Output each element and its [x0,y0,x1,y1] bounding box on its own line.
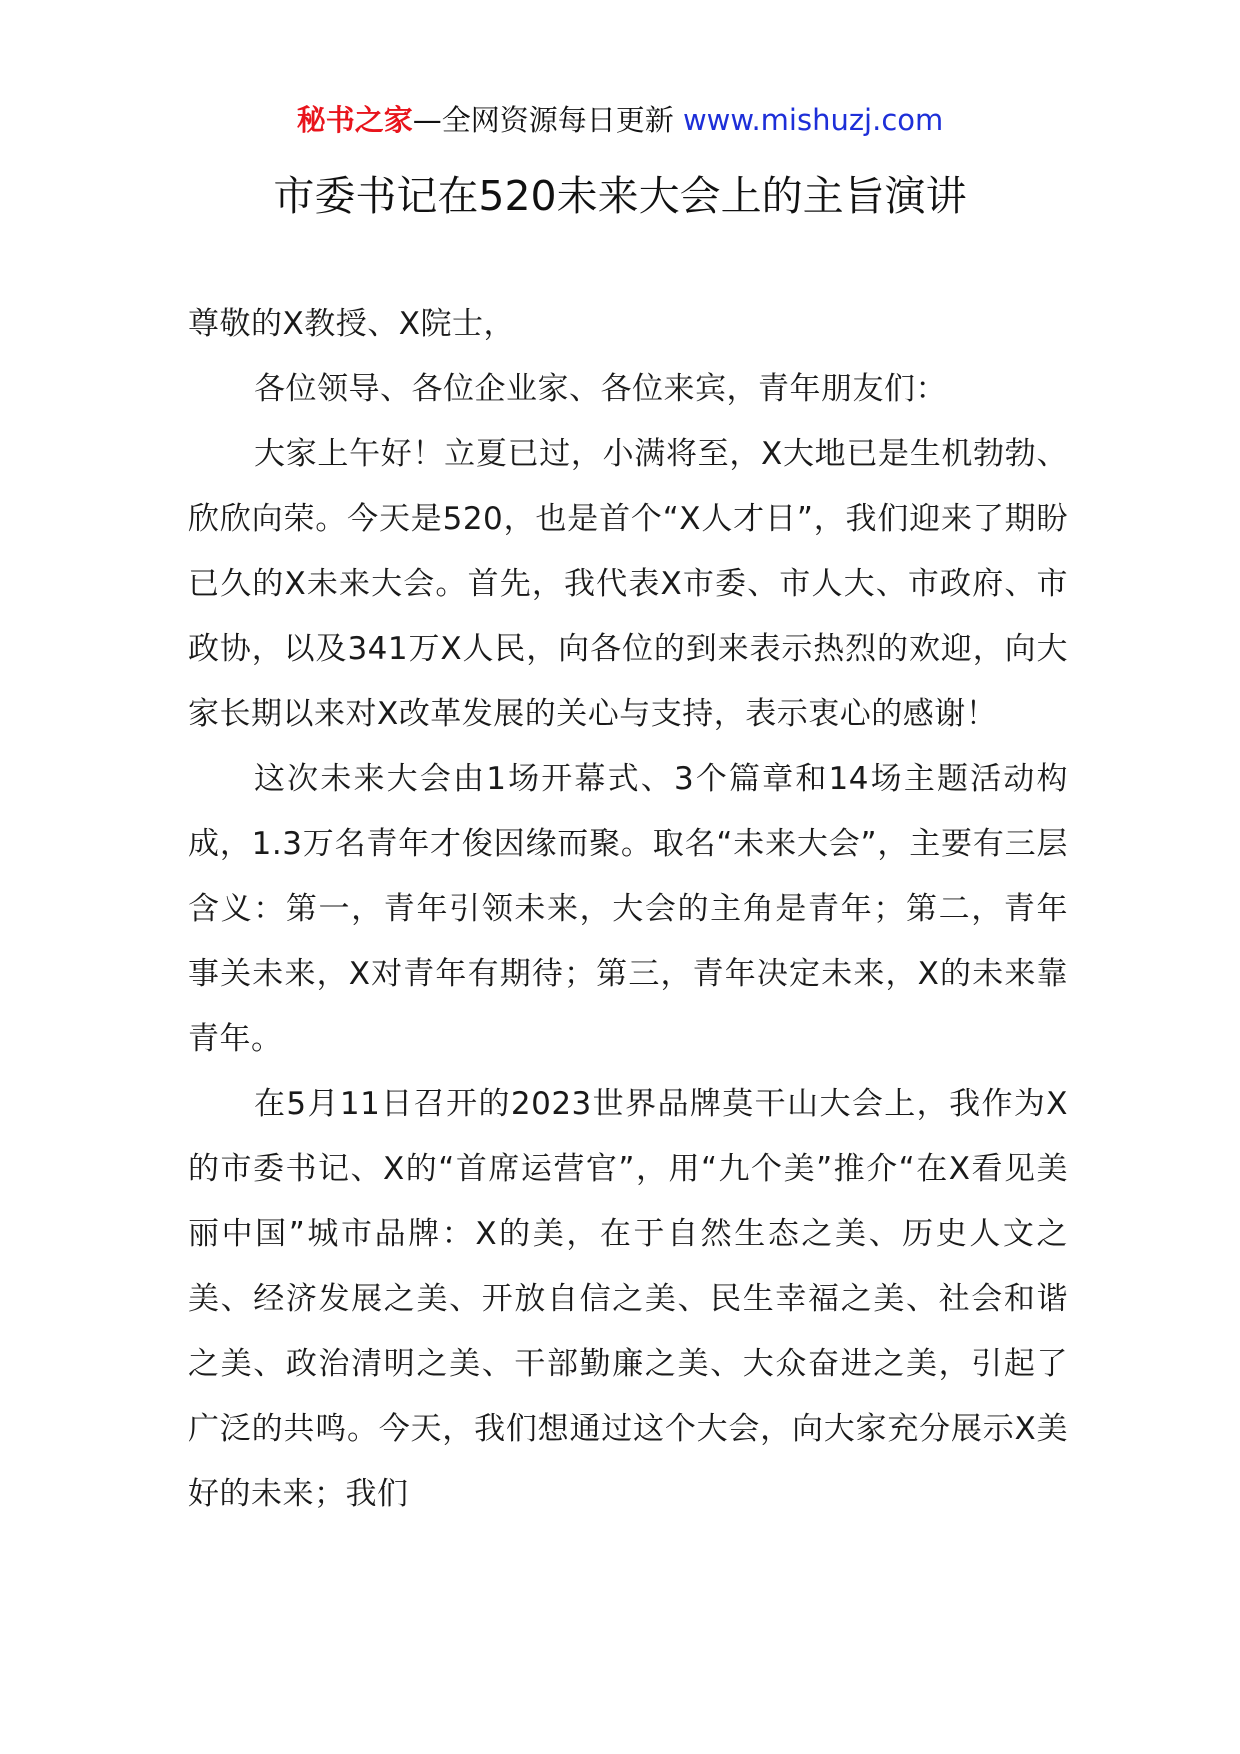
paragraph-greeting: 各位领导、各位企业家、各位来宾，青年朋友们： [254,371,947,407]
paragraph-city-brand: 在5月11日召开的2023世界品牌莫干山大会上，我作为X的市委书记、X的“首席运营官”，用“九个美”推介“在X看见美丽中国”城市品牌：X的美，在于自然生态之美、历史人文之美、经济发展之美、开放自信之美、民生幸福之美、社会和谐之美、政治清明之美、干部勤廉之美、大众奋进之美，引起了广泛的共鸣。今天，我们想通过这个大会，向大家充分展示X美好的未来；我们 [188,1086,1068,1512]
document-body [188,292,1068,1527]
paragraph-conference: 这次未来大会由1场开幕式、3个篇章和14场主题活动构成，1.3万名青年才俊因缘而聚。取名“未来大会”，主要有三层含义：第一，青年引领未来，大会的主角是青年；第二，青年事关未来，X对青年有期待；第三，青年决定未来，X的未来靠青年。 [188,761,1068,1057]
header-tagline: —全网资源每日更新 [412,103,683,137]
header-banner [0,98,1240,142]
document-title: 市委书记在520未来大会上的主旨演讲 [273,172,967,220]
brand-name: 秘书之家 [296,103,413,137]
salutation: 尊敬的X教授、X院士， [188,306,515,342]
site-url-link[interactable]: www.mishuzj.com [682,103,944,137]
paragraph-welcome: 大家上午好！立夏已过，小满将至，X大地已是生机勃勃、欣欣向荣。今天是520，也是首个“X人才日”，我们迎来了期盼已久的X未来大会。首先，我代表X市委、市人大、市政府、市政协，以及341万X人民，向各位的到来表示热烈的欢迎，向大家长期以来对X改革发展的关心与支持，表示衷心的感谢！ [188,436,1068,732]
